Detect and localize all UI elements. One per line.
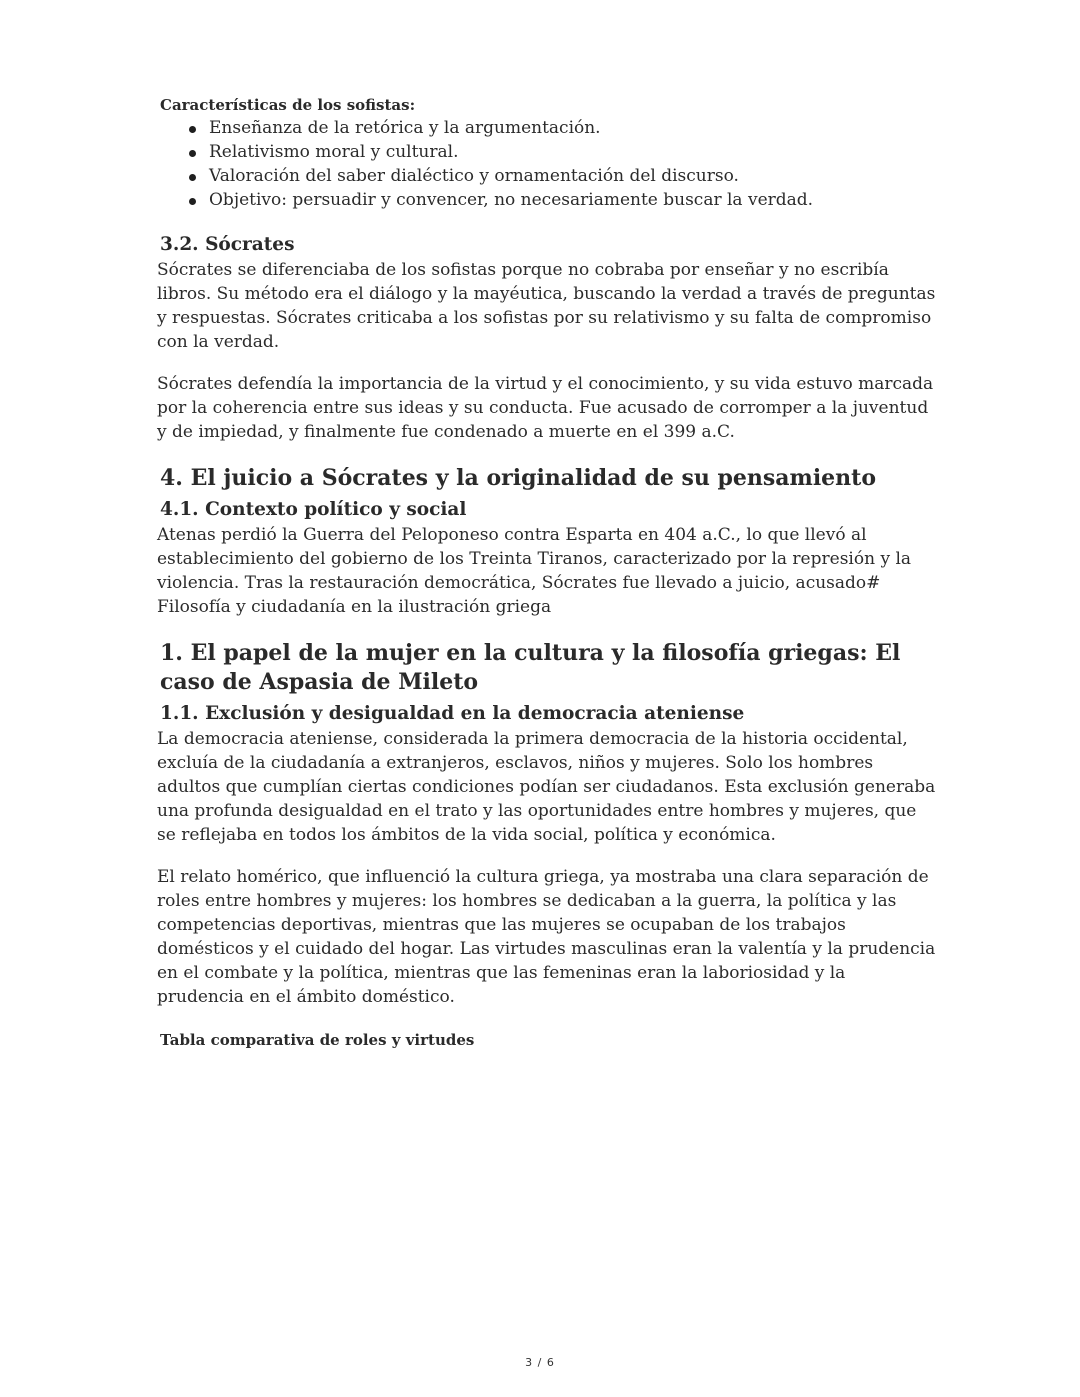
trial-subheading: 4.1. Contexto político y social: [160, 499, 467, 520]
trial-paragraph: [157, 523, 937, 619]
list-item: Enseñanza de la retórica y la argumentación.: [209, 116, 937, 140]
women-heading: 1. El papel de la mujer en la cultura y la filosofía griegas: El caso de Aspasia de Mileto: [160, 640, 901, 695]
socrates-paragraph-1: Sócrates se diferenciaba de los sofistas porque no cobraba por enseñar y no escribía libros. Su método era el diálogo y la mayéutica, buscando la verdad a través de preguntas y respuestas. Sócrates criticaba a los sofistas por su relativismo y su falta de compromiso con la verdad.: [157, 260, 936, 352]
women-subheading: 1.1. Exclusión y desigualdad en la democracia ateniense: [160, 703, 745, 724]
list-item: Relativismo moral y cultural.: [209, 140, 937, 164]
list-item: Valoración del saber dialéctico y ornamentación del discurso.: [209, 164, 937, 188]
sophists-list: [157, 116, 937, 212]
women-paragraph-1: La democracia ateniense, considerada la primera democracia de la historia occidental, excluía de la ciudadanía a extranjeros, esclavos, niños y mujeres. Solo los hombres adultos que cumplían ciertas condiciones podían ser ciudadanos. Esta exclusión generaba una profunda desigualdad en el trato y las oportunidades entre hombres y mujeres, que se reflejaba en todos los ámbitos de la vida social, política y económica.: [157, 729, 936, 845]
trial-heading: 4. El juicio a Sócrates y la originalidad de su pensamiento: [160, 465, 877, 491]
list-item: Objetivo: persuadir y convencer, no necesariamente buscar la verdad.: [209, 188, 937, 212]
trial-paragraph-text: Atenas perdió la Guerra del Peloponeso contra Esparta en 404 a.C., lo que llevó al establecimiento del gobierno de los Treinta Tiranos, caracterizado por la represión y la violencia. Tras la restauración democrática, Sócrates fue llevado a juicio, acusado#: [157, 525, 912, 593]
socrates-paragraph-2: Sócrates defendía la importancia de la virtud y el conocimiento, y su vida estuvo marcada por la coherencia entre sus ideas y su conducta. Fue acusado de corromper a la juventud y de impiedad, y finalmente fue condenado a muerte en el 399 a.C.: [157, 374, 934, 442]
page-indicator: 3 / 6: [525, 1356, 555, 1369]
sophists-heading: Características de los sofistas:: [160, 96, 416, 114]
page-content: [157, 94, 937, 1051]
document-title-fragment: Filosofía y ciudadanía en la ilustración griega: [157, 597, 552, 617]
socrates-heading: 3.2. Sócrates: [160, 234, 295, 255]
table-caption: Tabla comparativa de roles y virtudes: [160, 1031, 475, 1049]
women-paragraph-2: El relato homérico, que influenció la cultura griega, ya mostraba una clara separación de roles entre hombres y mujeres: los hombres se dedicaban a la guerra, la política y las competencias deportivas, mientras que las mujeres se ocupaban de los trabajos domésticos y el cuidado del hogar. Las virtudes masculinas eran la valentía y la prudencia en el combate y la política, mientras que las femeninas eran la laboriosidad y la prudencia en el ámbito doméstico.: [157, 867, 936, 1007]
